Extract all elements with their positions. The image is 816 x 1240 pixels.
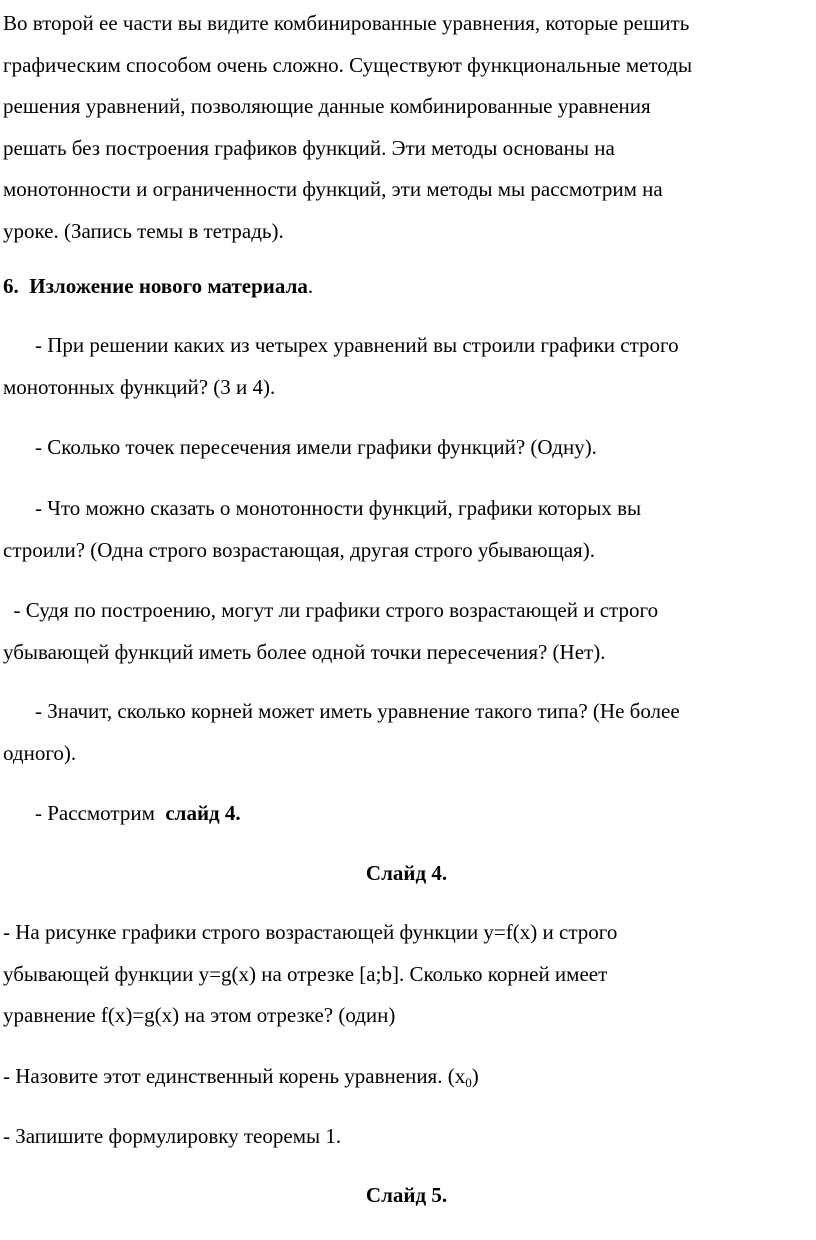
intro-line-1: Во второй ее части вы видите комбинированные уравнения, которые решить <box>3 11 690 35</box>
consider-line <box>3 793 810 835</box>
consider-text: - Рассмотрим <box>35 801 166 825</box>
root-text: - Назовите этот единственный корень уравнения. (x <box>3 1064 466 1088</box>
intro-line-4: решать без построения графиков функций. Эти методы основаны на <box>3 135 615 160</box>
slide-4-task-line-3: уравнение f(x)=g(x) на этом отрезке? (один) <box>3 1003 396 1027</box>
slide-4-task <box>3 912 810 1037</box>
question-2 <box>3 427 810 469</box>
question-3-line-2: строили? (Одна строго возрастающая, другая строго убывающая). <box>3 537 595 562</box>
theorem-text: - Запишите формулировку теоремы 1. <box>3 1124 342 1148</box>
slide-4-task-line-1: - На рисунке графики строго возрастающей функции y=f(x) и строго <box>3 920 618 944</box>
section-heading <box>3 266 810 308</box>
intro-line-3: решения уравнений, позволяющие данные комбинированные уравнения <box>3 94 651 118</box>
consider-bold: слайд 4. <box>165 801 241 825</box>
question-5-line-1: - Значит, сколько корней может иметь уравнение такого типа? (Не более <box>35 699 680 723</box>
intro-line-5: монотонности и ограниченности функций, эти методы мы рассмотрим на <box>3 177 663 201</box>
slide-4-root-question <box>3 1056 810 1098</box>
question-1 <box>3 325 810 408</box>
intro-line-6: уроке. (Запись темы в тетрадь). <box>3 218 284 243</box>
section-trail: . <box>307 274 314 298</box>
root-close: ) <box>471 1064 479 1088</box>
question-5-line-2: одного). <box>3 740 77 765</box>
question-4 <box>3 590 810 673</box>
slide-4-theorem <box>3 1116 810 1158</box>
question-2-line-1: - Сколько точек пересечения имели графики функций? (Одну). <box>35 435 597 459</box>
question-5 <box>3 691 810 774</box>
slide-5-heading-text: Слайд 5. <box>365 1183 448 1207</box>
intro-paragraph <box>3 3 810 252</box>
section-title: Изложение нового материала <box>29 274 308 298</box>
intro-line-2: графическим способом очень сложно. Существуют функциональные методы <box>3 52 693 77</box>
slide-4-heading <box>3 853 810 895</box>
question-3 <box>3 488 810 571</box>
slide-4-heading-text: Слайд 4. <box>365 861 448 885</box>
question-1-line-2: монотонных функций? (3 и 4). <box>3 374 276 399</box>
question-1-line-1: - При решении каких из четырех уравнений вы строили графики строго <box>35 333 679 357</box>
question-3-line-1: - Что можно сказать о монотонности функций, графики которых вы <box>35 496 642 520</box>
root-subscript: 0 <box>465 1075 472 1090</box>
question-4-line-1: - Судя по построению, могут ли графики строго возрастающей и строго <box>3 598 659 622</box>
section-number: 6. <box>3 274 19 298</box>
question-4-line-2: убывающей функций иметь более одной точки пересечения? (Нет). <box>3 639 606 664</box>
slide-5-heading <box>3 1175 810 1217</box>
slide-4-task-line-2: убывающей функции y=g(x) на отрезке [a;b]. Сколько корней имеет <box>3 961 608 986</box>
